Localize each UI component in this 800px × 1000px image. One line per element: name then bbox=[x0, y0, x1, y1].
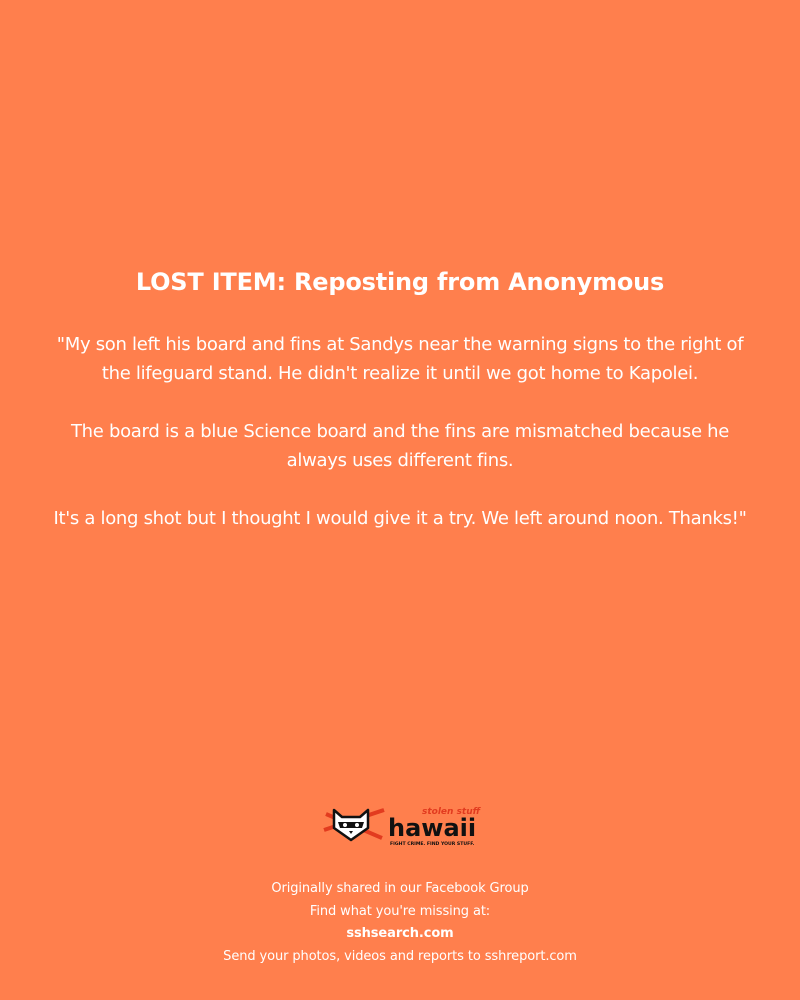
post-paragraph: "My son left his board and fins at Sandys near the warning signs to the right of the lifeguard stand. He didn't realize it until we got home to Kapolei. bbox=[56, 334, 744, 384]
cat-mask-icon bbox=[334, 810, 368, 840]
post-content bbox=[40, 262, 760, 562]
footer-search-link[interactable]: sshsearch.com bbox=[346, 926, 454, 941]
logo-main-text: hawaii bbox=[388, 814, 477, 842]
logo-top-text: stolen stuff bbox=[422, 807, 481, 817]
footer-report-note: Send your photos, videos and reports to sshreport.com bbox=[223, 948, 577, 964]
post-paragraph: The board is a blue Science board and the fins are mismatched because he always uses different fins. bbox=[70, 421, 730, 471]
post-paragraph: It's a long shot but I thought I would give it a try. We left around noon. Thanks!" bbox=[53, 508, 747, 529]
footer-find-note: Find what you're missing at: bbox=[309, 903, 491, 919]
post-title: LOST ITEM: Reposting from Anonymous bbox=[135, 268, 665, 296]
stolen-stuff-hawaii-logo bbox=[322, 800, 482, 848]
logo-tagline: FIGHT CRIME. FIND YOUR STUFF. bbox=[390, 842, 475, 847]
footer-shared-note: Originally shared in our Facebook Group bbox=[271, 881, 529, 896]
footer bbox=[100, 878, 700, 968]
